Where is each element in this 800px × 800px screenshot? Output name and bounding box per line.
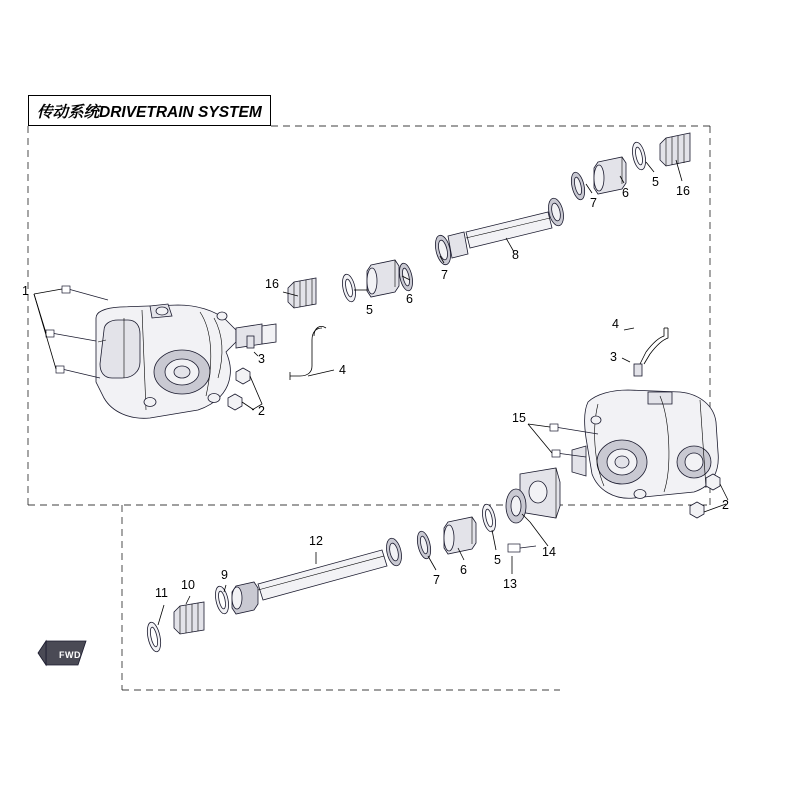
callout-7b: 7 [590, 196, 597, 210]
callout-15: 15 [512, 411, 526, 425]
callout-4: 4 [339, 363, 346, 377]
callout-4b: 4 [612, 317, 619, 331]
callout-6c: 6 [460, 563, 467, 577]
page-title: 传动系统DRIVETRAIN SYSTEM [37, 103, 262, 121]
callout-1: 1 [22, 284, 29, 298]
front-propshaft-assembly [288, 133, 690, 308]
callout-5: 5 [366, 303, 373, 317]
callout-6b: 6 [622, 186, 629, 200]
rear-differential-housing [520, 390, 718, 518]
callout-11: 11 [155, 586, 168, 600]
callout-8: 8 [512, 248, 519, 262]
callout-2: 2 [258, 404, 265, 418]
callout-5c: 5 [494, 553, 501, 567]
callout-7: 7 [441, 268, 448, 282]
nuts-left [228, 368, 262, 410]
callout-14: 14 [542, 545, 556, 559]
front-differential-housing [96, 304, 276, 418]
fwd-label: FWD [59, 650, 81, 660]
callout-13: 13 [503, 577, 517, 591]
frame-dashed-lower [122, 505, 560, 690]
vent-hose-left [290, 326, 334, 380]
callout-3: 3 [258, 352, 265, 366]
breather-right [622, 328, 668, 376]
callout-9: 9 [221, 568, 228, 582]
callout-2b: 2 [722, 498, 729, 512]
callout-3b: 3 [610, 350, 617, 364]
rear-propshaft-assembly [145, 489, 536, 653]
callout-12: 12 [309, 534, 323, 548]
callout-5b: 5 [652, 175, 659, 189]
callout-6: 6 [406, 292, 413, 306]
callout-16b: 16 [676, 184, 690, 198]
callout-16: 16 [265, 277, 279, 291]
callout-10: 10 [181, 578, 195, 592]
callout-7c: 7 [433, 573, 440, 587]
